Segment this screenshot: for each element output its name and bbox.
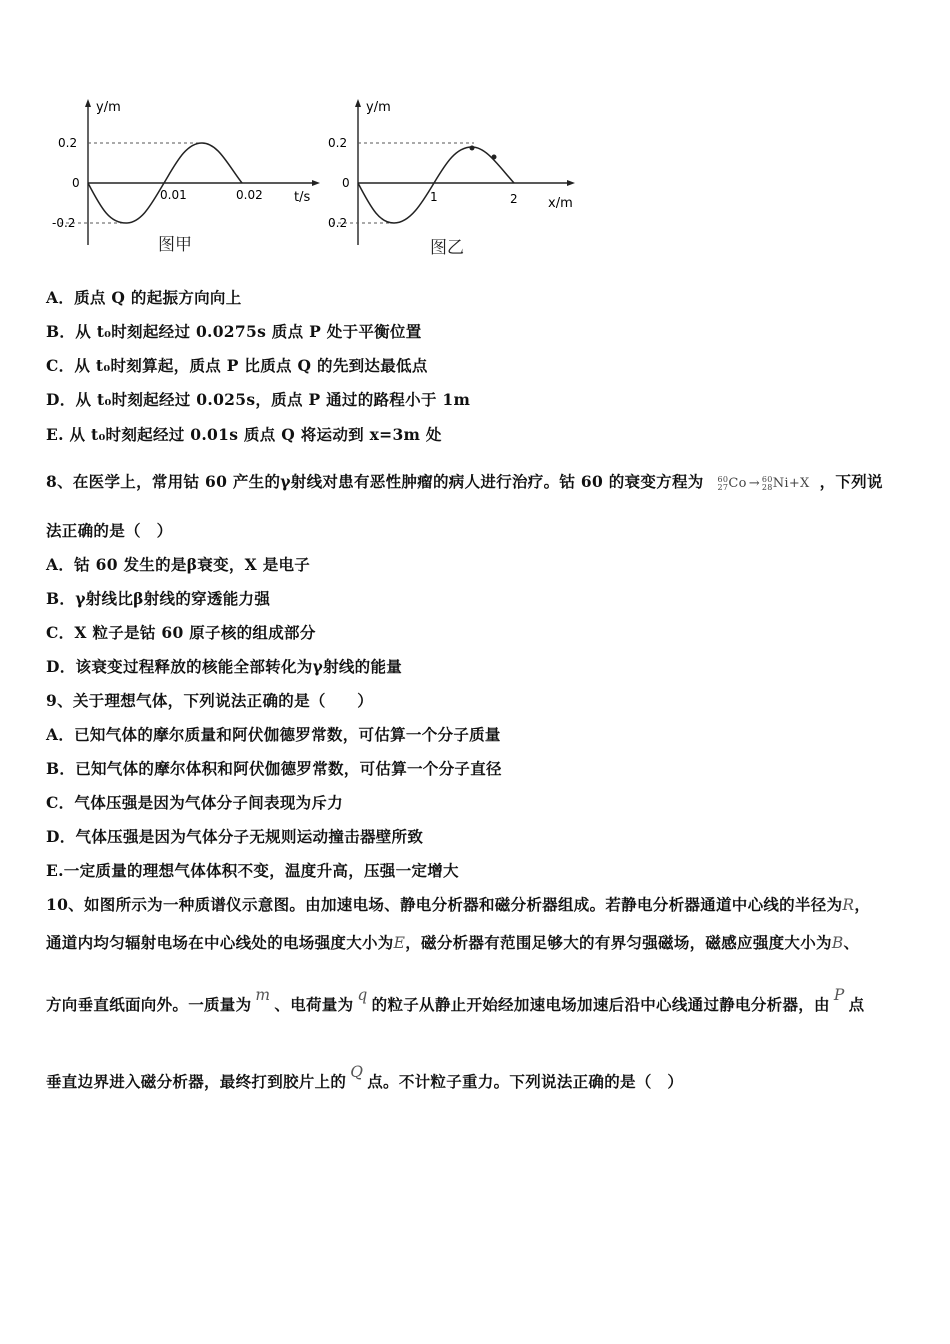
decay-equation: 60 27Co → 60 28Ni+X xyxy=(717,474,810,492)
q9-option-d: D．气体压强是因为气体分子无规则运动撞击器壁所致 xyxy=(46,827,424,846)
y-tick-top: 0.2 xyxy=(58,136,78,150)
symbol-q-point: Q xyxy=(350,1063,364,1081)
wave-curve xyxy=(358,147,514,223)
caption-jia: 图甲 xyxy=(158,235,192,255)
q8-stem-end: ，下列说 xyxy=(819,472,883,491)
q8-stem-line2: 法正确的是（ ） xyxy=(46,521,173,540)
symbol-q: q xyxy=(357,986,368,1004)
x-tick-2: 2 xyxy=(510,192,518,206)
y-axis-arrow xyxy=(355,99,361,107)
y-tick-top: 0.2 xyxy=(328,136,348,150)
x-tick-1: 1 xyxy=(430,190,438,204)
q7-option-d: D．从 t₀时刻起经过 0.025s，质点 P 通过的路程小于 1m xyxy=(46,390,471,409)
x-axis-arrow xyxy=(567,180,575,186)
x-tick-2: 0.02 xyxy=(236,188,263,202)
q10-line3: 方向垂直纸面向外。一质量为 m 、电荷量为 q 的粒子从静止开始经加速电场加速后沿中心线通过静电分析器，由 P 点 xyxy=(46,986,865,1014)
caption-yi: 图乙 xyxy=(430,238,464,258)
point-p xyxy=(470,146,475,151)
figure-yi xyxy=(318,95,598,265)
q7-option-c: C．从 t₀时刻算起，质点 P 比质点 Q 的先到达最低点 xyxy=(46,356,428,375)
figure-jia xyxy=(40,95,340,265)
q9-stem: 9、关于理想气体，下列说法正确的是（ ） xyxy=(46,691,374,710)
symbol-b: B xyxy=(831,934,844,952)
q10-line1: 10、如图所示为一种质谱仪示意图。由加速电场、静电分析器和磁分析器组成。若静电分析器通道中心线的半径为R， xyxy=(46,895,871,914)
symbol-p: P xyxy=(833,986,845,1004)
q8-option-a: A．钴 60 发生的是β衰变，X 是电子 xyxy=(46,555,311,574)
y-tick-zero: 0 xyxy=(342,176,350,190)
symbol-m: m xyxy=(255,986,271,1004)
x-label: x/m xyxy=(548,196,573,211)
y-tick-zero: 0 xyxy=(72,176,80,190)
q9-option-e: E.一定质量的理想气体体积不变，温度升高，压强一定增大 xyxy=(46,861,459,880)
q7-option-b: B．从 t₀时刻起经过 0.0275s 质点 P 处于平衡位置 xyxy=(46,322,422,341)
x-label: t/s xyxy=(294,190,311,205)
q10-line2: 通道内均匀辐射电场在中心线处的电场强度大小为E，磁分析器有范围足够大的有界匀强磁场，磁感应强度大小为B、 xyxy=(46,933,860,952)
y-label: y/m xyxy=(366,100,391,115)
x-tick-1: 0.01 xyxy=(160,188,187,202)
y-axis-arrow xyxy=(85,99,91,107)
q8-stem xyxy=(46,470,883,492)
q9-option-b: B．已知气体的摩尔体积和阿伏伽德罗常数，可估算一个分子直径 xyxy=(46,759,502,778)
q9-option-c: C．气体压强是因为气体分子间表现为斥力 xyxy=(46,793,344,812)
symbol-e: E xyxy=(393,934,406,952)
point-q xyxy=(492,155,497,160)
q8-option-d: D．该衰变过程释放的核能全部转化为γ射线的能量 xyxy=(46,657,403,676)
y-tick-bottom: -0.2 xyxy=(52,216,76,230)
symbol-r: R xyxy=(842,896,855,914)
q8-option-c: C．X 粒子是钴 60 原子核的组成部分 xyxy=(46,623,316,642)
q7-option-e: E. 从 t₀时刻起经过 0.01s 质点 Q 将运动到 x=3m 处 xyxy=(46,425,442,444)
y-label: y/m xyxy=(96,100,121,115)
q8-stem-start: 8、在医学上，常用钴 60 产生的γ射线对患有恶性肿瘤的病人进行治疗。钴 60 的衰变方程为 xyxy=(46,472,704,491)
y-tick-bottom: 0.2 xyxy=(328,216,348,230)
q10-line4: 垂直边界进入磁分析器，最终打到胶片上的 Q 点。不计粒子重力。下列说法正确的是（ ） xyxy=(46,1063,684,1091)
q9-option-a: A．已知气体的摩尔质量和阿伏伽德罗常数，可估算一个分子质量 xyxy=(46,725,501,744)
q8-option-b: B．γ射线比β射线的穿透能力强 xyxy=(46,589,271,608)
q7-option-a: A．质点 Q 的起振方向向上 xyxy=(46,288,242,307)
